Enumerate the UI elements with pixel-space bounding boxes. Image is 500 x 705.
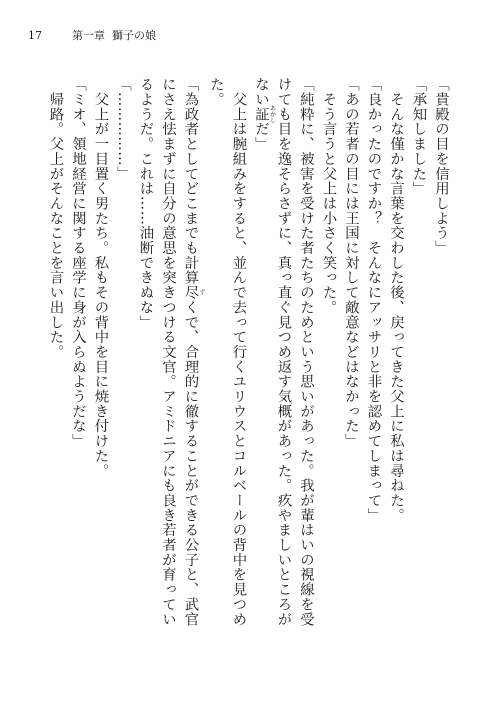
paragraph: そう言うと父上は小さく笑った。 [320,77,337,315]
paragraph: 「ミオ、領地経営に関する座学に身が入らぬようだな」 [70,77,86,449]
page-number: 17 [28,29,42,42]
running-header [28,28,156,44]
paragraph: 「あの若者の目には王国に対して敵意などはなかった」 [343,77,359,449]
ruby-reading: ず [198,284,205,300]
paragraph: 「貴殿の目を信用しよう」 [433,77,449,256]
ruby-annotation: 尽 ず [182,284,205,300]
paragraph: 「……………」 [115,77,131,181]
paragraph: そんな僅かな言葉を交わした後、戻ってきた父上に私は尋ねた。 [388,77,404,523]
paragraph: 「純粋に、被害を受けた者たちのためという思いがあった。我が輩はいの視線を受けても目を逸そらさずに、真っ直ぐ見つめ返す気概があった。疚やましいところがない証 あかしだ」 [253,77,314,627]
ruby-reading: あかし [268,105,276,124]
body-text [45,77,452,637]
paragraph: 父上は腕組みをすると、並んで去って行くユリウスとコルベールの背中を見つめた。 [208,77,247,627]
paragraph: 「良かったのですか？ そんなにアッサリと非を認めてしまって」 [365,77,382,523]
paragraph: 「承知しました」 [410,77,427,196]
paragraph: 「為政者としてどこまでも計算尽 ずくで、合理的に徹することができる公子と、武官にさえ怯まずに自分の意思を突きつける文官。アミドニアにも良き若者が育っているようだ。これは……油断できぬな」 [137,77,205,627]
paragraph: 帰路。父上がそんなことを言い出した。 [47,77,64,360]
ruby-annotation: 証 あかし [253,105,276,124]
paragraph: 父上が一目置く男たち。私もその背中を目に焼き付けた。 [92,77,109,478]
running-title: 獅子の娘 [112,29,156,42]
chapter-title: 第一章 [72,29,105,42]
